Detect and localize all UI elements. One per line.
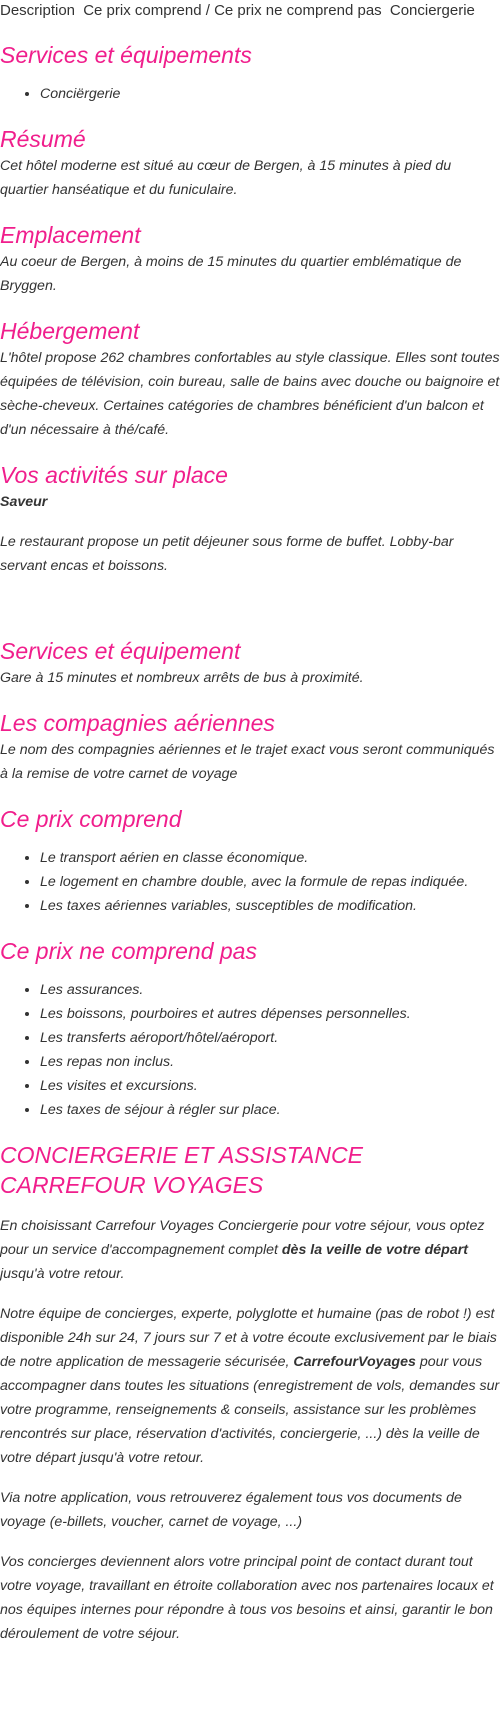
section-resume [0, 124, 500, 202]
section-services2 [0, 636, 500, 690]
list-item: • Conciërgerie [40, 82, 500, 106]
list-item: • Les taxes aériennes variables, susceptibles de modification. [40, 894, 500, 918]
bold-text: CarrefourVoyages [293, 1354, 416, 1370]
section-text: Cet hôtel moderne est situé au cœur de Bergen, à 15 minutes à pied du quartier hanséatique et du funiculaire. [0, 158, 452, 198]
conciergerie-paragraph-4: Vos concierges deviennent alors votre principal point de contact durant tout votre voyage, travaillant en étroite collaboration avec nos partenaires locaux et nos équipes internes pour répondre à tous vos besoins et ainsi, garantir le bon déroulement de votre séjour. [0, 1554, 494, 1642]
section-title: Services et équipement [0, 638, 241, 664]
section-title: CONCIERGERIE ET ASSISTANCE CARREFOUR VOYAGES [0, 1142, 363, 1198]
section-text: Le nom des compagnies aériennes et le trajet exact vous seront communiqués à la remise de votre carnet de voyage [0, 742, 495, 782]
list-item: • Les assurances. [40, 978, 500, 1002]
section-text: Au coeur de Bergen, à moins de 15 minutes du quartier emblématique de Bryggen. [0, 254, 462, 294]
conciergerie-paragraph-3: Via notre application, vous retrouverez également tous vos documents de voyage (e-billets, voucher, carnet de voyage, ...) [0, 1490, 462, 1530]
tab-description[interactable]: Description [0, 2, 76, 19]
list-item: • Les visites et excursions. [40, 1074, 500, 1098]
section-emplacement [0, 220, 500, 298]
list-item: • Les transferts aéroport/hôtel/aéroport. [40, 1026, 500, 1050]
list-item: • Les taxes de séjour à régler sur place. [40, 1098, 500, 1122]
section-title: Ce prix ne comprend pas [0, 938, 257, 964]
section-comprend [0, 804, 500, 918]
list-item: • Le logement en chambre double, avec la formule de repas indiquée. [40, 870, 500, 894]
section-subtitle: Saveur [0, 494, 48, 510]
section-title: Ce prix comprend [0, 806, 182, 832]
ne-comprend-list [0, 978, 500, 1122]
conciergerie-paragraph-1 [0, 1214, 500, 1286]
bold-text: dès la veille de votre départ [281, 1242, 468, 1258]
section-services [0, 40, 500, 106]
section-text: Le restaurant propose un petit déjeuner sous forme de buffet. Lobby-bar servant encas et boissons. [0, 534, 454, 574]
section-compagnies [0, 708, 500, 786]
section-title: Vos activités sur place [0, 462, 228, 488]
text-span: Notre équipe de concierges, experte, polyglotte et humaine (pas de robot !) est disponible 24h sur 24, 7 jours sur 7 et à votre écoute exclusivement par le biais de notre application de messagerie sécurisée, [0, 1306, 497, 1370]
section-title: Services et équipements [0, 42, 252, 68]
tab-prix[interactable]: Ce prix comprend / Ce prix ne comprend pas [83, 2, 382, 19]
list-item: • Le transport aérien en classe économique. [40, 846, 500, 870]
conciergerie-paragraph-2 [0, 1302, 500, 1470]
section-conciergerie [0, 1140, 500, 1646]
section-title: Emplacement [0, 222, 141, 248]
services-list [0, 82, 500, 106]
text-span: jusqu'à votre retour. [0, 1266, 125, 1282]
section-ne-comprend [0, 936, 500, 1122]
list-item: • Les repas non inclus. [40, 1050, 500, 1074]
section-title: Résumé [0, 126, 86, 152]
comprend-list [0, 846, 500, 918]
section-activites [0, 460, 500, 578]
text-span: pour vous accompagner dans toutes les situations (enregistrement de vols, demandes sur votre programme, renseignements & conseils, assistance sur les problèmes rencontrés sur place, réservation d'activités, conciergerie, ...) dès la veille de votre départ jusqu'à votre retour. [0, 1354, 500, 1466]
tab-bar [0, 0, 500, 22]
list-item: • Les boissons, pourboires et autres dépenses personnelles. [40, 1002, 500, 1026]
tab-conciergerie[interactable]: Conciergerie [389, 2, 475, 19]
section-title: Les compagnies aériennes [0, 710, 275, 736]
section-hebergement [0, 316, 500, 442]
section-title: Hébergement [0, 318, 140, 344]
text-span: En choisissant Carrefour Voyages Conciergerie pour votre séjour, vous optez pour un service d'accompagnement complet [0, 1218, 485, 1258]
section-text: L'hôtel propose 262 chambres confortables au style classique. Elles sont toutes équipées de télévision, coin bureau, salle de bains avec douche ou baignoire et sèche-cheveux. Certaines catégories de chambres bénéficient d'un balcon et d'un nécessaire à thé/café. [0, 350, 500, 438]
section-text: Gare à 15 minutes et nombreux arrêts de bus à proximité. [0, 670, 364, 686]
